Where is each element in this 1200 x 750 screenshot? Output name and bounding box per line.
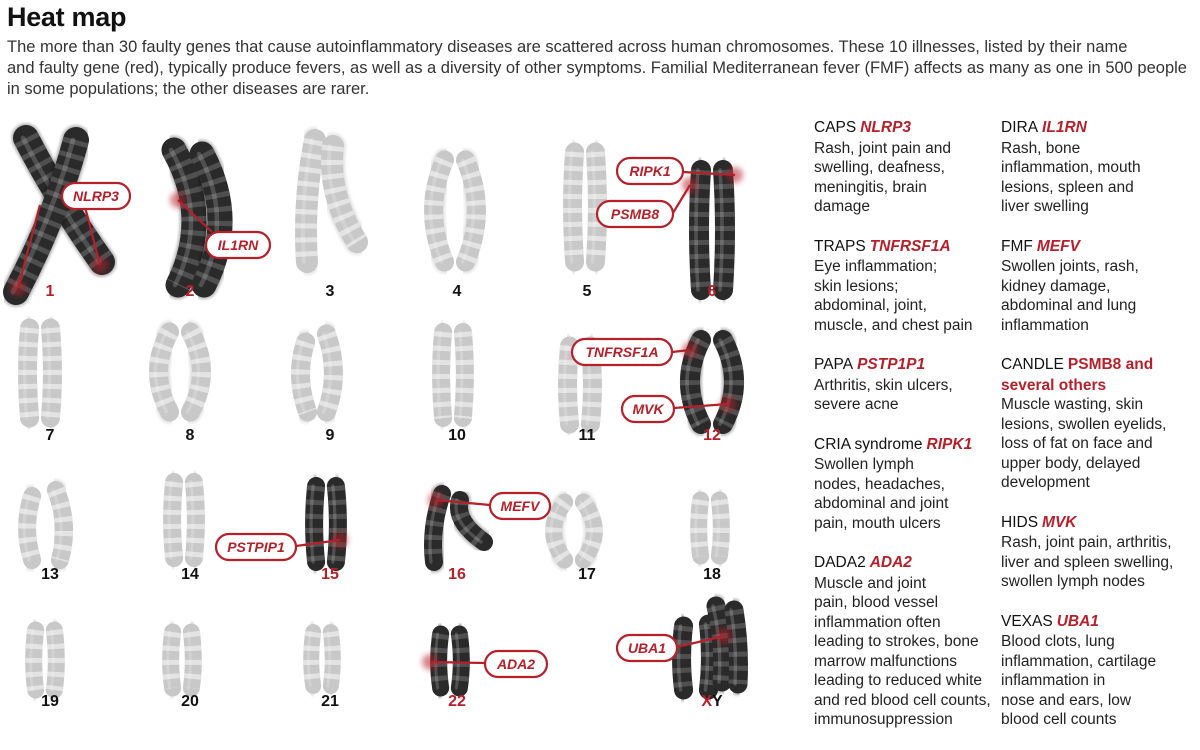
chromosome-19 xyxy=(31,630,57,690)
disease-name: CANDLE xyxy=(1001,356,1064,373)
chromosome-13 xyxy=(24,490,64,560)
disease-gene: PSMB8 and xyxy=(1067,356,1154,373)
disease-symptom-line: Muscle and joint xyxy=(814,574,927,592)
chromosome-18 xyxy=(696,500,722,556)
disease-symptom-line: Rash, joint pain and xyxy=(814,139,952,157)
disease-heading xyxy=(1001,612,1196,632)
disease-gene: NLRP3 xyxy=(860,119,912,136)
disease-gene: MVK xyxy=(1042,513,1077,531)
disease-symptom-line: Swollen joints, rash, xyxy=(1001,258,1139,275)
disease-heading xyxy=(1001,355,1196,375)
disease-name: DADA2 xyxy=(814,554,866,571)
disease-symptom-line: abdominal, joint, xyxy=(814,297,927,314)
callout-gene-label: MEFV xyxy=(500,498,540,514)
disease-symptom-line: and red blood cell counts, xyxy=(814,691,991,709)
disease-name: HIDS xyxy=(1001,513,1039,531)
chromosome-label: 18 xyxy=(703,566,721,583)
disease-name: CAPS xyxy=(814,119,857,136)
chromosome-label: 9 xyxy=(325,427,335,444)
chromosome-label: 13 xyxy=(41,566,59,583)
chromosome-label: 1 xyxy=(45,283,55,300)
callout-gene-label: PSMB8 xyxy=(610,206,660,222)
disease-symptom-line: swelling, deafness, xyxy=(814,159,945,176)
disease-symptom-line: abdominal and joint xyxy=(814,495,949,512)
disease-symptom-line: kidney damage, xyxy=(1001,277,1111,295)
disease-entry xyxy=(814,435,1009,534)
chromosome-label: 19 xyxy=(41,693,59,710)
chromosome-20 xyxy=(168,632,194,688)
callout-gene-label: TNFRSF1A xyxy=(585,344,659,360)
chromosome-label: 20 xyxy=(181,693,199,710)
disease-symptom-line: inflammation, cartilage xyxy=(1001,652,1157,670)
callout-gene-label: UBA1 xyxy=(627,640,667,656)
chromosome-xy xyxy=(679,606,739,690)
chromosome-label: 14 xyxy=(181,566,199,583)
disease-heading xyxy=(814,355,1009,375)
chromosome-label: 6 xyxy=(707,283,717,300)
disease-symptom-line: Eye inflammation; xyxy=(814,258,938,275)
chromosome-label: 16 xyxy=(448,566,466,583)
disease-symptom-line: pain, mouth ulcers xyxy=(814,514,941,532)
disease-symptom-line: inflammation in xyxy=(1001,672,1106,689)
chromosome-label: 4 xyxy=(452,283,462,300)
disease-symptom-line: swollen lymph nodes xyxy=(1001,573,1145,590)
disease-heading xyxy=(814,435,1009,455)
intro-line: in some populations; the other diseases are rarer. xyxy=(7,80,370,98)
chromosome-label: 11 xyxy=(578,427,596,444)
chromosome-14 xyxy=(169,482,196,558)
disease-name: VEXAS xyxy=(1001,612,1053,630)
chromosome-17 xyxy=(551,502,595,560)
disease-symptom-line: immunosuppression xyxy=(814,711,953,728)
disease-symptom-line: development xyxy=(1001,474,1090,491)
chromosome-label: 15 xyxy=(321,566,339,583)
disease-entry xyxy=(814,553,1009,730)
disease-symptom-line: muscle, and chest pain xyxy=(814,316,973,334)
disease-symptom-line: inflammation xyxy=(1001,316,1089,334)
disease-name: CRIA syndrome xyxy=(814,435,923,453)
intro-line: and faulty gene (red), typically produce fevers, as well as a diversity of other symptoms. Familial Mediterranean fever (FMF) affects as many as one in 500 people xyxy=(7,59,1187,77)
disease-symptom-line: lesions, spleen and xyxy=(1001,178,1134,196)
disease-gene: RIPK1 xyxy=(926,435,973,453)
disease-entry xyxy=(814,237,1009,336)
disease-symptom-line: inflammation, mouth xyxy=(1001,159,1141,176)
disease-gene: MEFV xyxy=(1036,237,1080,255)
disease-gene-cont: several others xyxy=(1001,376,1107,394)
disease-heading xyxy=(814,118,1009,138)
callout-gene-label: NLRP3 xyxy=(73,188,119,204)
disease-name: PAPA xyxy=(814,356,854,373)
disease-heading xyxy=(814,237,1009,257)
chromosome-label: 7 xyxy=(45,427,55,444)
chromosome-4 xyxy=(431,160,477,262)
disease-name: FMF xyxy=(1001,237,1033,255)
disease-symptom-line: nose and ears, low xyxy=(1001,691,1132,709)
chromosome-label: 17 xyxy=(578,566,596,583)
disease-entry xyxy=(1001,355,1196,493)
disease-entry xyxy=(1001,118,1196,217)
disease-name: DIRA xyxy=(1001,119,1039,136)
chromosome-label: 8 xyxy=(185,427,195,444)
chromosome-label-part: Y xyxy=(712,693,723,710)
disease-heading xyxy=(1001,118,1196,138)
chromosome-15 xyxy=(311,486,338,562)
disease-heading xyxy=(814,553,1009,573)
chromosome-6 xyxy=(696,170,725,290)
callout-gene-label: PSTPIP1 xyxy=(227,539,285,555)
chromosome-8 xyxy=(156,332,202,412)
chromosome-label: 22 xyxy=(448,693,466,710)
disease-gene: IL1RN xyxy=(1042,119,1087,136)
disease-symptom-line: liver and spleen swelling, xyxy=(1001,553,1174,571)
callout-leader xyxy=(430,662,485,663)
disease-symptom-line: lesions, swollen eyelids, xyxy=(1001,415,1167,433)
disease-name: TRAPS xyxy=(814,237,866,255)
disease-symptom-line: liver swelling xyxy=(1001,198,1089,215)
disease-symptom-line: Muscle wasting, skin xyxy=(1001,396,1144,413)
disease-symptom-line: inflammation often xyxy=(814,613,941,631)
disease-gene: PSTP1P1 xyxy=(857,356,926,373)
callout-gene-label: MVK xyxy=(632,401,664,417)
intro-line: The more than 30 faulty genes that cause autoinflammatory diseases are scattered across human chromosomes. These 10 illnesses, listed by their name xyxy=(7,38,1128,56)
disease-heading xyxy=(1001,237,1196,257)
disease-entry xyxy=(814,355,1009,415)
disease-entry xyxy=(1001,237,1196,336)
disease-list-right xyxy=(1001,118,1196,750)
disease-symptom-line: skin lesions; xyxy=(814,277,899,295)
disease-symptom-line: Rash, joint pain, arthritis, xyxy=(1001,534,1172,551)
callout-gene-label: IL1RN xyxy=(217,237,259,253)
disease-symptom-line: pain, blood vessel xyxy=(814,594,939,611)
disease-gene: UBA1 xyxy=(1056,612,1099,630)
chromosome-7 xyxy=(25,328,53,418)
chromosome-label-part: X xyxy=(701,693,712,710)
chromosome-3 xyxy=(303,140,357,262)
callout-gene-label: RIPK1 xyxy=(629,163,671,179)
disease-symptom-line: Rash, bone xyxy=(1001,139,1081,157)
disease-symptom-line: nodes, headaches, xyxy=(814,475,945,493)
disease-gene: ADA2 xyxy=(869,554,912,571)
chromosome-5 xyxy=(570,152,598,262)
disease-gene: TNFRSF1A xyxy=(869,237,951,255)
disease-symptom-line: abdominal and lung xyxy=(1001,297,1137,314)
disease-list-left xyxy=(814,118,1009,750)
chromosome-10 xyxy=(438,332,465,418)
disease-symptom-line: Swollen lymph xyxy=(814,456,914,473)
disease-symptom-line: marrow malfunctions xyxy=(814,652,957,670)
chromosome-label: 12 xyxy=(703,427,721,444)
chromosome-1 xyxy=(13,138,102,292)
disease-symptom-line: leading to strokes, bone xyxy=(814,633,979,650)
chromosome-label: 5 xyxy=(582,283,592,300)
gene-callout-tnfrsf1a xyxy=(572,339,698,365)
chromosome-label: 2 xyxy=(185,283,195,300)
disease-heading xyxy=(1001,513,1196,533)
disease-entry xyxy=(814,118,1009,217)
disease-symptom-line: Arthritis, skin ulcers, xyxy=(814,376,953,394)
disease-symptom-line: loss of fat on face and xyxy=(1001,435,1153,452)
disease-entry xyxy=(1001,612,1196,730)
disease-symptom-line: Blood clots, lung xyxy=(1001,633,1115,650)
chromosome-label xyxy=(701,693,723,710)
disease-entry xyxy=(1001,513,1196,592)
disease-symptom-line: damage xyxy=(814,198,871,215)
chromosome-label: 3 xyxy=(325,283,335,300)
chromosome-21 xyxy=(308,632,333,686)
figure-title: Heat map xyxy=(7,2,127,32)
disease-symptom-line: leading to reduced white xyxy=(814,672,983,689)
chromosome-label: 10 xyxy=(448,427,466,444)
disease-symptom-line: severe acne xyxy=(814,396,899,413)
disease-symptom-line: meningitis, brain xyxy=(814,178,927,196)
disease-symptom-line: upper body, delayed xyxy=(1001,454,1141,472)
chromosome-22 xyxy=(436,634,462,688)
chromosome-label: 21 xyxy=(321,693,339,710)
chromosome-9 xyxy=(298,334,334,412)
disease-symptom-line: blood cell counts xyxy=(1001,711,1117,728)
callout-gene-label: ADA2 xyxy=(496,656,536,672)
